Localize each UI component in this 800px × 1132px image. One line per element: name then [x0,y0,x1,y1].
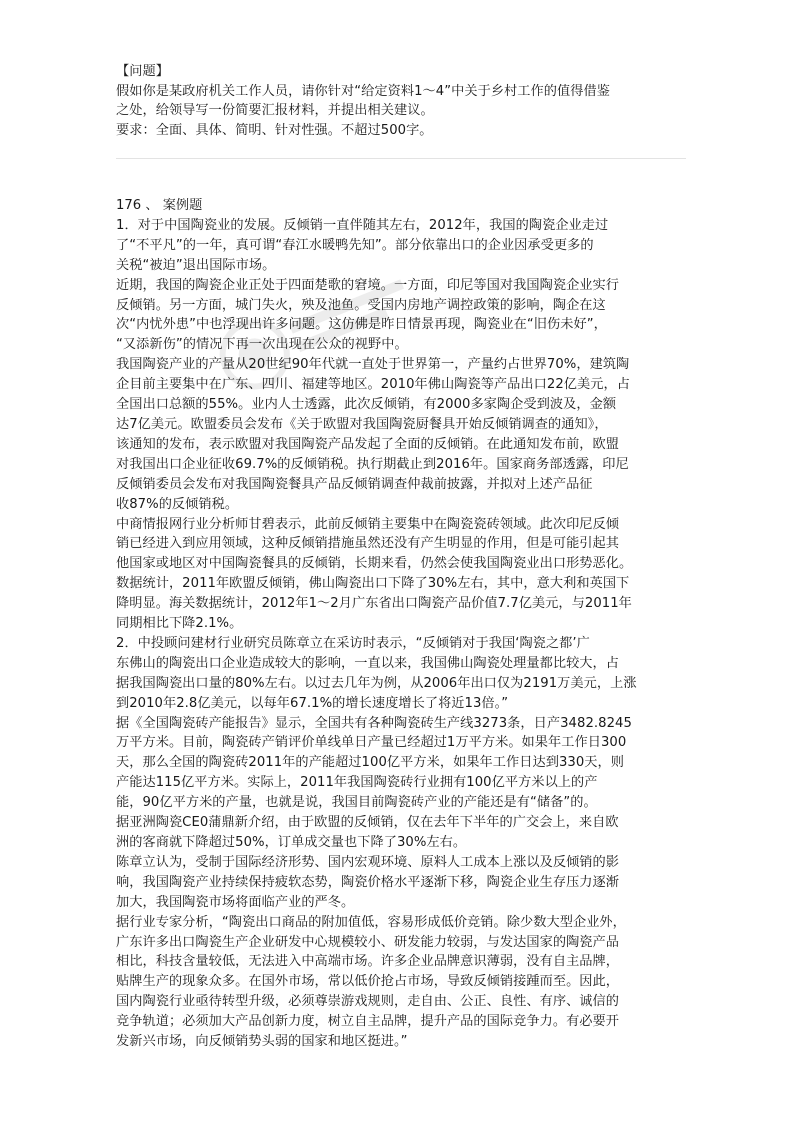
case-text-line: 同期相比下降2.1%。 [116,616,243,632]
case-text-line: 天，那么全国的陶瓷砖2011年的产能超过100亿平方米，如果年工作日达到330天，则 [116,755,624,771]
case-text-line: 收87%的反倾销税。 [116,496,239,512]
case-body [116,216,690,1052]
question-section [116,62,690,141]
case-text-line: 据我国陶瓷出口量的80%左右。以过去几年为例，从2006年出口仅为2191万美元，上涨 [116,675,637,691]
case-text-line: 产能达115亿平方米。实际上，2011年我国陶瓷砖行业拥有100亿平方米以上的产 [116,775,598,791]
case-text-line: 据《全国陶瓷砖产能报告》显示，全国共有各种陶瓷砖生产线3273条，日产3482.8245 [116,715,632,731]
case-text-line: 数据统计，2011年欧盟反倾销，佛山陶瓷出口下降了30%左右，其中，意大利和英国下 [116,576,630,592]
question-requirements: 要求：全面、具体、简明、针对性强。不超过500字。 [116,123,433,139]
case-text-line: 能，90亿平方米的产量，也就是说，我国目前陶瓷砖产业的产能还是有“储备”的。 [116,795,597,811]
case-text-line: 中商情报网行业分析师甘碧表示，此前反倾销主要集中在陶瓷瓷砖领域。此次印尼反倾 [116,516,620,532]
case-text-line: 陈章立认为，受制于国际经济形势、国内宏观环境、原料人工成本上涨以及反倾销的影 [116,854,620,870]
case-section [116,196,690,1052]
case-text-line: 达7亿美元。欧盟委员会发布《关于欧盟对我国陶瓷厨餐具开始反倾销调查的通知》， [116,416,608,432]
case-text-line: 洲的客商就下降超过50%，订单成交量也下降了30%左右。 [116,835,467,850]
case-text-line: 近期，我国的陶瓷企业正处于四面楚歌的窘境。一方面，印尼等国对我国陶瓷企业实行 [116,277,620,293]
case-text-line: 该通知的发布，表示欧盟对我国陶瓷产品发起了全面的反倾销。在此通知发布前，欧盟 [116,436,620,452]
case-text-line: 据亚洲陶瓷CE0蒲鼎新介绍，由于欧盟的反倾销，仅在去年下半年的广交会上，来自欧 [116,815,619,831]
case-text-line: 据行业专家分析，“陶瓷出口商品的附加值低，容易形成低价竞销。除少数大型企业外， [116,914,626,930]
case-text-line: 发新兴市场，向反倾销势头弱的国家和地区挺进。” [116,1034,408,1050]
case-text-line: 相比，科技含量较低，无法进入中高端市场。许多企业品牌意识薄弱，没有自主品牌， [116,954,620,970]
case-text-line: 我国陶瓷产业的产量从20世纪90年代就一直处于世界第一，产量约占世界70%，建筑陶 [116,357,630,373]
case-title: 176 、 案例题 [116,198,203,213]
case-text-line: 降明显。海关数据统计，2012年1～2月广东省出口陶瓷产品价值7.7亿美元，与2011年 [116,596,632,612]
section-divider [116,158,686,159]
question-text-line: 之处，给领导写一份简要汇报材料，并提出相关建议。 [116,103,434,119]
case-text-line: 1．对于中国陶瓷业的发展。反倾销一直伴随其左右，2012年，我国的陶瓷企业走过 [116,217,609,233]
case-text-line: 他国家或地区对中国陶瓷餐具的反倾销，长期来看，仍然会使我国陶瓷业出口形势恶化。 [116,556,633,572]
case-text-line: 次“内忧外患”中也浮现出许多问题。这仿佛是昨日情景再现，陶瓷业在“旧伤未好”， [116,317,607,333]
case-text-line: 竞争轨道；必须加大产品创新力度，树立自主品牌，提升产品的国际竞争力。有必要开 [116,1014,620,1030]
case-text-line: 销已经进入到应用领域，这种反倾销措施虽然还没有产生明显的作用，但是可能引起其 [116,536,620,552]
case-text-line: 国内陶瓷行业亟待转型升级，必须尊崇游戏规则，走自由、公正、良性、有序、诚信的 [116,994,620,1010]
case-text-line: 广东许多出口陶瓷生产企业研发中心规模较小、研发能力较弱，与发达国家的陶瓷产品 [116,934,620,950]
case-text-line: 贴牌生产的现象众多。在国外市场，常以低价抢占市场，导致反倾销接踵而至。因此， [116,974,620,990]
case-text-line: 了“不平凡”的一年，真可谓“春江水暖鸭先知”。部分依靠出口的企业因承受更多的 [116,237,594,253]
case-text-line: 对我国出口企业征收69.7%的反倾销税。执行期截止到2016年。国家商务部透露，印尼 [116,456,629,472]
question-heading: 【问题】 [116,64,169,79]
case-text-line: 全国出口总额的55%。业内人士透露，此次反倾销，有2000多家陶企受到波及，金额 [116,397,617,413]
case-text-line: 企目前主要集中在广东、四川、福建等地区。2010年佛山陶瓷等产品出口22亿美元，占 [116,377,630,393]
case-text-line: 响，我国陶瓷产业持续保持疲软态势，陶瓷价格水平逐渐下移，陶瓷企业生存压力逐渐 [116,874,620,890]
case-text-line: 加大，我国陶瓷市场将面临产业的严冬。 [116,894,355,910]
case-text-line: 东佛山的陶瓷出口企业造成较大的影响，一直以来，我国佛山陶瓷处理量都比较大，占 [116,655,620,671]
case-text-line: 到2010年2.8亿美元，以每年67.1%的增长速度增长了将近13倍。” [116,695,509,711]
case-text-line: 2．中投顾问建材行业研究员陈章立在采访时表示，“反倾销对于我国‘陶瓷之都’广 [116,635,590,651]
case-text-line: 万平方米。目前，陶瓷砖产销评价单线单日产量已经超过1万平方米。如果年工作日300 [116,735,627,751]
question-text-line: 假如你是某政府机关工作人员，请你针对“给定资料1～4”中关于乡村工作的值得借鉴 [116,83,610,99]
case-text-line: 反倾销。另一方面，城门失火，殃及池鱼。受国内房地产调控政策的影响，陶企在这 [116,297,606,313]
case-text-line: “又添新伤”的情况下再一次出现在公众的视野中。 [116,337,408,353]
case-text-line: 关税“被迫”退出国际市场。 [116,257,276,273]
case-text-line: 反倾销委员会发布对我国陶瓷餐具产品反倾销调查仲裁前披露，并拟对上述产品征 [116,476,593,492]
